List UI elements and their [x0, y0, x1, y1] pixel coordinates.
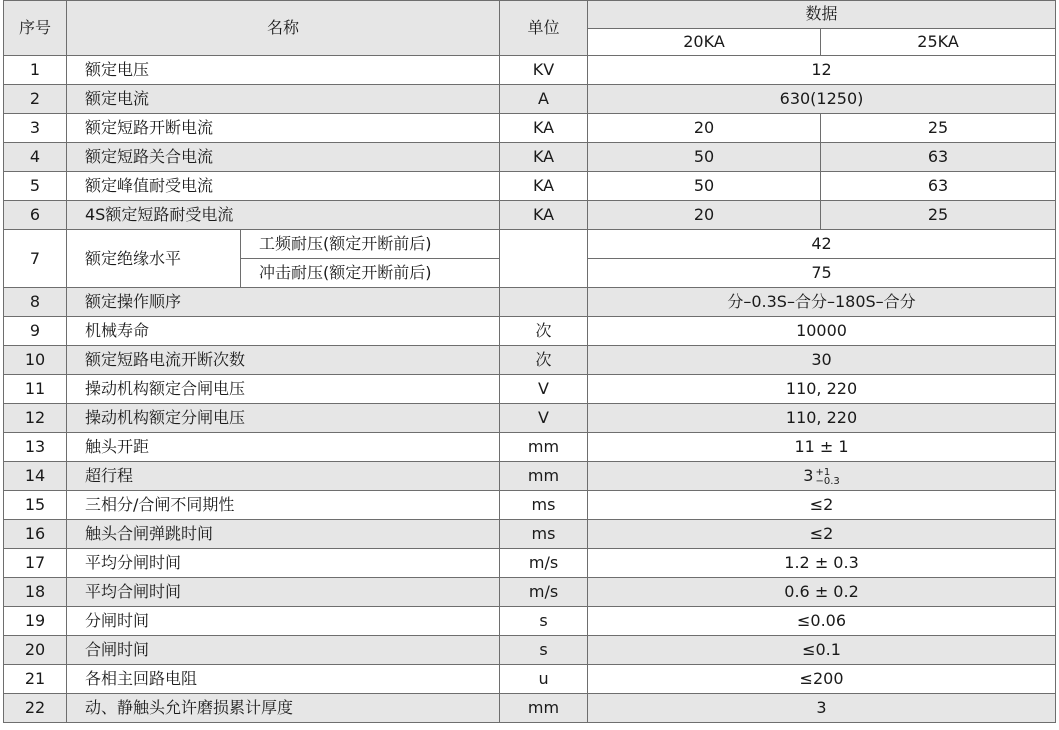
row-name: 额定短路开断电流 — [67, 114, 500, 143]
table-row — [4, 549, 1056, 578]
row-name: 平均合闸时间 — [67, 578, 500, 607]
row-name: 额定操作顺序 — [67, 288, 500, 317]
table-row — [4, 375, 1056, 404]
row-value: ≤2 — [588, 491, 1056, 520]
row-value: 110, 220 — [588, 375, 1056, 404]
row-name: 触头开距 — [67, 433, 500, 462]
row-unit: A — [500, 85, 588, 114]
header-data: 数据 — [588, 1, 1056, 29]
row-value: ≤0.06 — [588, 607, 1056, 636]
row-no: 13 — [4, 433, 67, 462]
table-row — [4, 694, 1056, 723]
row-subname: 工频耐压(额定开断前后) — [241, 230, 500, 259]
row-unit: KA — [500, 143, 588, 172]
row-unit — [500, 230, 588, 288]
row-no: 8 — [4, 288, 67, 317]
row-name: 额定电压 — [67, 56, 500, 85]
table-row — [4, 491, 1056, 520]
row-value-25ka: 25 — [821, 201, 1056, 230]
table-row — [4, 201, 1056, 230]
row-no: 5 — [4, 172, 67, 201]
row-unit: KA — [500, 114, 588, 143]
row-name: 操动机构额定合闸电压 — [67, 375, 500, 404]
row-unit: mm — [500, 433, 588, 462]
tolerance-minus: −0.3 — [815, 475, 840, 487]
row-value: 分–0.3S–合分–180S–合分 — [588, 288, 1056, 317]
row-unit: 次 — [500, 346, 588, 375]
table-row — [4, 665, 1056, 694]
row-unit: m/s — [500, 549, 588, 578]
row-value-20ka: 20 — [588, 201, 821, 230]
row-name: 额定短路电流开断次数 — [67, 346, 500, 375]
row-value: 3 — [588, 694, 1056, 723]
row-name: 各相主回路电阻 — [67, 665, 500, 694]
row-no: 21 — [4, 665, 67, 694]
row-name: 4S额定短路耐受电流 — [67, 201, 500, 230]
value-main: 3 — [803, 466, 814, 485]
table-row — [4, 404, 1056, 433]
row-no: 19 — [4, 607, 67, 636]
header-name: 名称 — [67, 1, 500, 56]
table-row — [4, 636, 1056, 665]
row-value: 0.6 ± 0.2 — [588, 578, 1056, 607]
row-unit: s — [500, 607, 588, 636]
row-value: 630(1250) — [588, 85, 1056, 114]
row-name: 额定峰值耐受电流 — [67, 172, 500, 201]
table-row — [4, 85, 1056, 114]
table-row — [4, 578, 1056, 607]
row-no: 17 — [4, 549, 67, 578]
row-value — [588, 462, 1056, 491]
table-row — [4, 433, 1056, 462]
table-row — [4, 114, 1056, 143]
row-no: 10 — [4, 346, 67, 375]
header-row-1 — [4, 1, 1056, 29]
row-no: 18 — [4, 578, 67, 607]
table-row — [4, 288, 1056, 317]
row-value: 11 ± 1 — [588, 433, 1056, 462]
row-unit: KV — [500, 56, 588, 85]
row-unit: mm — [500, 694, 588, 723]
row-name: 机械寿命 — [67, 317, 500, 346]
row-value-25ka: 25 — [821, 114, 1056, 143]
row-value: 110, 220 — [588, 404, 1056, 433]
row-value-20ka: 50 — [588, 143, 821, 172]
row-value: ≤2 — [588, 520, 1056, 549]
row-value: 42 — [588, 230, 1056, 259]
row-name: 合闸时间 — [67, 636, 500, 665]
row-unit: V — [500, 404, 588, 433]
row-value: 30 — [588, 346, 1056, 375]
row-no: 15 — [4, 491, 67, 520]
row-unit: mm — [500, 462, 588, 491]
row-unit: u — [500, 665, 588, 694]
row-no: 3 — [4, 114, 67, 143]
table-row — [4, 462, 1056, 491]
row-unit: 次 — [500, 317, 588, 346]
row-name: 操动机构额定分闸电压 — [67, 404, 500, 433]
row-no: 1 — [4, 56, 67, 85]
header-unit: 单位 — [500, 1, 588, 56]
row-no: 11 — [4, 375, 67, 404]
row-value: 1.2 ± 0.3 — [588, 549, 1056, 578]
row-no: 12 — [4, 404, 67, 433]
row-name: 额定绝缘水平 — [67, 230, 241, 288]
table-row — [4, 317, 1056, 346]
row-subname: 冲击耐压(额定开断前后) — [241, 259, 500, 288]
row-name: 额定短路关合电流 — [67, 143, 500, 172]
row-value-20ka: 50 — [588, 172, 821, 201]
row-no: 14 — [4, 462, 67, 491]
table-row — [4, 346, 1056, 375]
table-row — [4, 172, 1056, 201]
row-unit: V — [500, 375, 588, 404]
table-row — [4, 607, 1056, 636]
row-name: 平均分闸时间 — [67, 549, 500, 578]
row-value-25ka: 63 — [821, 172, 1056, 201]
row-no: 4 — [4, 143, 67, 172]
tolerance — [815, 468, 839, 486]
row-no: 22 — [4, 694, 67, 723]
row-unit — [500, 288, 588, 317]
row-name: 分闸时间 — [67, 607, 500, 636]
row-value: 75 — [588, 259, 1056, 288]
row-name: 触头合闸弹跳时间 — [67, 520, 500, 549]
row-value-20ka: 20 — [588, 114, 821, 143]
row-no: 7 — [4, 230, 67, 288]
row-no: 2 — [4, 85, 67, 114]
row-name: 超行程 — [67, 462, 500, 491]
row-name: 动、静触头允许磨损累计厚度 — [67, 694, 500, 723]
row-value: ≤200 — [588, 665, 1056, 694]
table-row — [4, 520, 1056, 549]
row-no: 6 — [4, 201, 67, 230]
row-no: 20 — [4, 636, 67, 665]
row-no: 9 — [4, 317, 67, 346]
row-name: 额定电流 — [67, 85, 500, 114]
table-row — [4, 230, 1056, 259]
row-unit: KA — [500, 172, 588, 201]
row-unit: KA — [500, 201, 588, 230]
row-no: 16 — [4, 520, 67, 549]
row-value: 12 — [588, 56, 1056, 85]
tolerance-plus: +1 — [815, 466, 831, 478]
row-unit: ms — [500, 520, 588, 549]
spec-table — [3, 0, 1056, 723]
row-unit: s — [500, 636, 588, 665]
table-row — [4, 56, 1056, 85]
header-seq: 序号 — [4, 1, 67, 56]
row-value-25ka: 63 — [821, 143, 1056, 172]
row-value: ≤0.1 — [588, 636, 1056, 665]
header-col-25ka: 25KA — [821, 28, 1056, 56]
table-row — [4, 143, 1056, 172]
row-unit: ms — [500, 491, 588, 520]
row-unit: m/s — [500, 578, 588, 607]
row-name: 三相分/合闸不同期性 — [67, 491, 500, 520]
row-value: 10000 — [588, 317, 1056, 346]
header-col-20ka: 20KA — [588, 28, 821, 56]
